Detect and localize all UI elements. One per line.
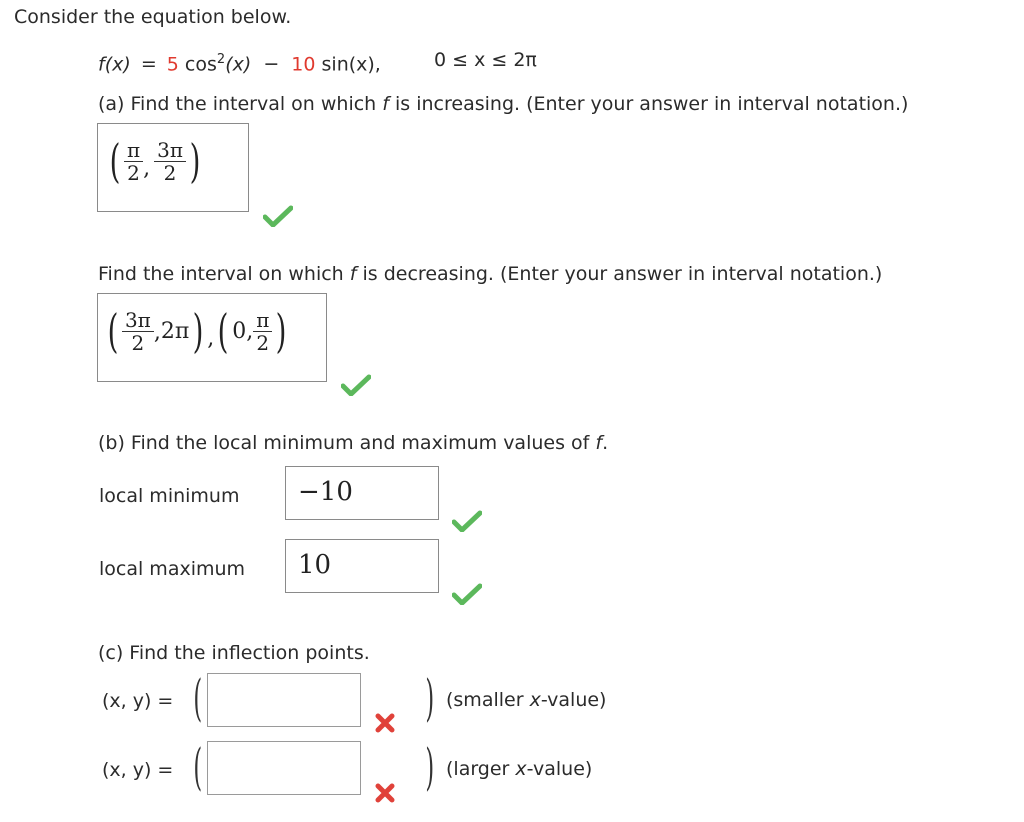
close-paren: ) [189,134,201,188]
cross-icon [374,782,396,804]
local-minimum-label: local minimum [99,485,240,507]
equation-minus: − [263,53,280,76]
numerator: π [124,139,143,162]
equation-eq: = [140,53,157,76]
numerator: 3π [122,309,154,332]
close-paren: ) [192,304,204,358]
part-c-question: (c) Find the inflection points. [98,642,370,664]
denominator: 2 [131,330,145,355]
part-b-prefix: (b) Find the local minimum and maximum values of [98,432,596,454]
check-icon [263,205,293,227]
close-paren: ) [275,304,287,358]
xy-label: (x, y) = [102,690,174,712]
part-b-var: f [595,432,603,454]
part-b-suffix: . [602,432,609,454]
fraction-pi-over-2 [124,139,143,184]
close-paren: ) [425,669,435,727]
part-a-prefix: (a) Find the interval on which [98,93,383,115]
open-paren: ( [217,304,229,358]
part-a-question [98,92,908,116]
part-a-suffix: is increasing. (Enter your answer in interval notation.) [388,93,909,115]
local-maximum-box[interactable] [285,539,439,593]
intro-text: Consider the equation below. [14,6,292,28]
part-b-question [98,431,608,455]
denominator: 2 [256,330,270,355]
separator-comma: , [207,325,215,351]
equation-term1-arg: (x) [225,53,252,76]
numerator: 3π [154,139,186,162]
equation-lhs: f(x) [98,53,131,76]
two-pi: 2π [160,318,190,344]
check-icon [452,583,482,605]
smaller-x-note [446,688,606,712]
decreasing-answer-box[interactable] [97,293,327,382]
comma: , [143,155,151,181]
open-paren: ( [193,669,203,727]
increasing-answer-box[interactable] [97,123,249,212]
equation-term2: sin(x), [321,53,381,76]
note-var: x [529,689,541,711]
comma: , [153,319,161,345]
open-paren: ( [107,304,119,358]
larger-x-note [446,757,592,781]
fraction-3pi-over-2 [154,139,186,184]
equation-domain: 0 ≤ x ≤ 2π [434,49,537,71]
decreasing-prefix: Find the interval on which [98,263,350,285]
note-suffix: -value) [526,758,593,780]
decreasing-answer-math [104,304,290,358]
equation-sup: 2 [216,52,226,67]
check-icon [341,374,371,396]
inflection-point-larger-input[interactable] [207,741,361,795]
part-a-var: f [382,93,389,115]
local-minimum-value: −10 [298,477,353,507]
decreasing-suffix: is decreasing. (Enter your answer in interval notation.) [356,263,883,285]
xy-label: (x, y) = [102,759,174,781]
check-icon [452,510,482,532]
close-paren: ) [425,738,435,796]
cross-icon [374,712,396,734]
open-paren: ( [109,134,121,188]
note-var: x [515,758,527,780]
note-prefix: (larger [446,758,516,780]
fraction-pi-over-2 [253,309,272,354]
note-suffix: -value) [540,689,607,711]
inflection-point-smaller-input[interactable] [207,673,361,727]
open-paren: ( [193,738,203,796]
increasing-answer-math [106,134,204,188]
denominator: 2 [163,160,177,185]
local-minimum-box[interactable] [285,466,439,520]
fraction-3pi-over-2 [122,309,154,354]
zero: 0, [232,318,254,344]
decreasing-question [98,262,882,286]
denominator: 2 [127,160,140,185]
equation-term1: cos [184,53,217,76]
local-maximum-value: 10 [298,550,332,580]
equation-coef1: 5 [166,53,179,76]
numerator: π [253,309,272,332]
equation-coef2: 10 [291,53,316,76]
local-maximum-label: local maximum [99,558,246,580]
decreasing-var: f [349,263,357,285]
note-prefix: (smaller [446,689,530,711]
equation [98,48,381,76]
